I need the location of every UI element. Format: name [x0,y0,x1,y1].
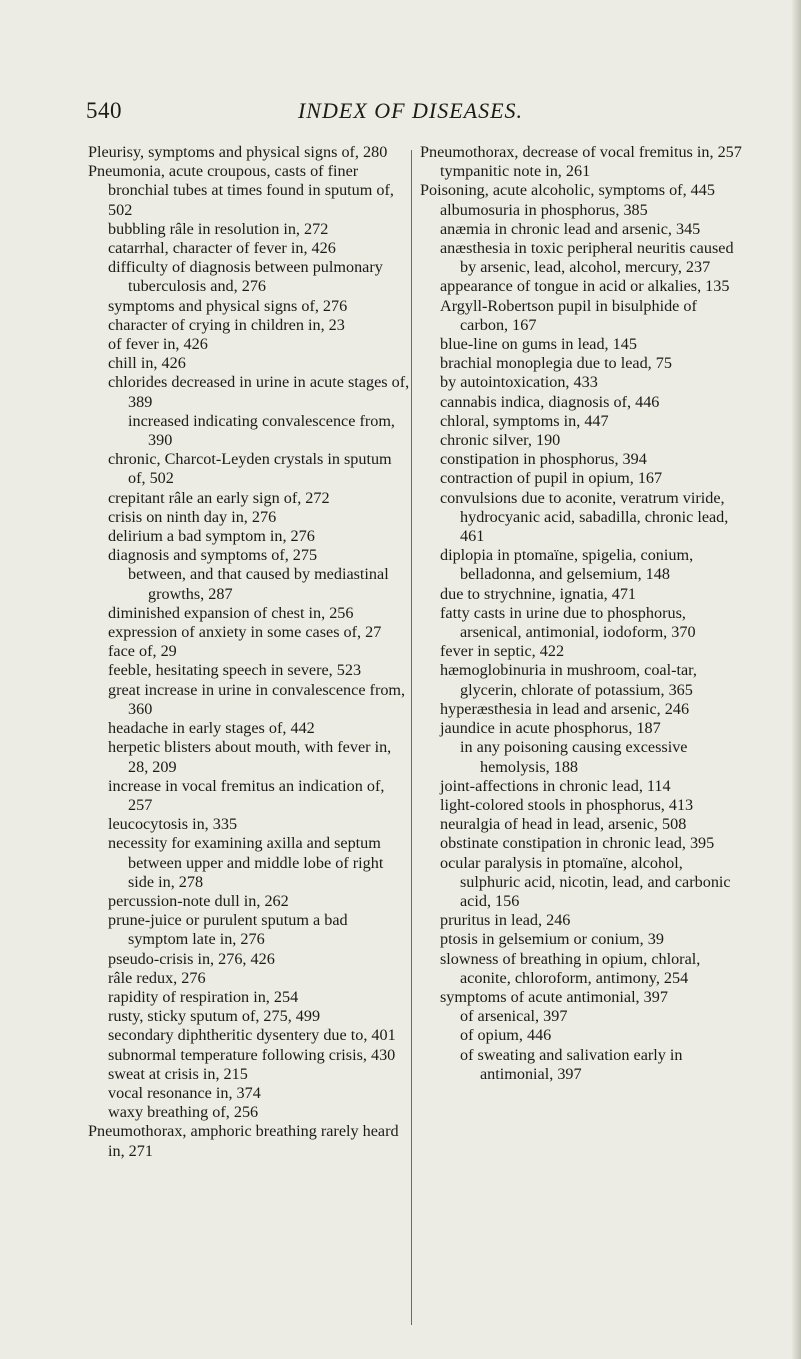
index-subentry: catarrhal, character of fever in, 426 [108,239,336,258]
index-subentry: rapidity of respiration in, 254 [108,987,299,1006]
index-subentry: expression of anxiety in some cases of, 27 [108,623,382,642]
index-subentry: chlorides decreased in urine in acute stages of, 389 [108,373,410,411]
index-subentry: jaundice in acute phosphorus, 187 [440,719,661,738]
index-subentry: chronic, Charcot-Leyden crystals in sputum of, 502 [108,450,392,488]
index-subentry: diplopia in ptomaïne, spigelia, conium, belladonna, and gelsemium, 148 [440,546,694,584]
index-subentry: bubbling râle in resolution in, 272 [108,219,329,238]
index-subentry: anæsthesia in toxic peripheral neuritis caused by arsenic, lead, alcohol, mercury, 237 [440,239,734,277]
index-subentry: secondary diphtheritic dysentery due to, 401 [108,1026,396,1045]
index-subentry: necessity for examining axilla and septum between upper and middle lobe of right side in, 278 [108,834,384,891]
index-subentry: increase in vocal fremitus an indication of, 257 [108,776,385,814]
index-subentry: pruritus in lead, 246 [440,911,571,930]
index-subentry: delirium a bad symptom in, 276 [108,527,315,546]
index-subentry: due to strychnine, ignatia, 471 [440,584,637,603]
running-head: INDEX OF DISEASES. [297,98,524,123]
index-subentry: light-colored stools in phosphorus, 413 [440,795,694,814]
index-subentry: symptoms and physical signs of, 276 [108,296,348,315]
index-subentry: increased indicating convalescence from, 390 [128,411,395,450]
index-subentry: leucocytosis in, 335 [108,815,238,834]
index-subentry: sweat at crisis in, 215 [108,1064,248,1083]
index-subentry: subnormal temperature following crisis, 430 [108,1045,396,1064]
index-subentry: of fever in, 426 [108,335,208,354]
page-edge-shadow [791,0,801,1359]
index-column-right [420,143,745,1084]
index-subentry: of sweating and salivation early in antimonial, 397 [460,1045,683,1083]
index-subentry: anæmia in chronic lead and arsenic, 345 [440,219,701,238]
index-subentry: feeble, hesitating speech in severe, 523 [108,661,362,680]
index-subentry: convulsions due to aconite, veratrum viride, hydrocyanic acid, sabadilla, chronic lead, 461 [440,488,729,546]
index-subentry: diagnosis and symptoms of, 275 [108,546,318,565]
index-subentry: neuralgia of head in lead, arsenic, 508 [440,815,687,834]
index-subentry: contraction of pupil in opium, 167 [440,469,663,488]
index-subentry: constipation in phosphorus, 394 [440,450,647,469]
index-subentry: ocular paralysis in ptomaïne, alcohol, sulphuric acid, nicotin, lead, and carbonic acid, 156 [440,853,731,910]
index-subentry: joint-affections in chronic lead, 114 [440,776,671,795]
index-subentry: obstinate constipation in chronic lead, 395 [440,834,715,853]
index-subentry: of arsenical, 397 [460,1007,568,1026]
index-subentry: crepitant râle an early sign of, 272 [108,488,330,507]
index-subentry: tympanitic note in, 261 [440,162,591,181]
index-subentry: diminished expansion of chest in, 256 [108,603,354,622]
index-subentry: of opium, 446 [460,1026,552,1045]
index-entry: Pneumothorax, amphoric breathing rarely heard in, 271 [88,1122,399,1160]
index-subentry: vocal resonance in, 374 [108,1083,261,1102]
index-subentry: Argyll-Robertson pupil in bisulphide of carbon, 167 [440,296,697,334]
index-subentry: between, and that caused by mediastinal growths, 287 [128,565,389,603]
index-subentry: headache in early stages of, 442 [108,719,315,738]
column-divider [411,150,412,1325]
index-subentry: great increase in urine in convalescence from, 360 [108,680,406,718]
index-subentry: rusty, sticky sputum of, 275, 499 [108,1007,321,1026]
index-subentry: hyperæsthesia in lead and arsenic, 246 [440,699,690,718]
index-subentry: difficulty of diagnosis between pulmonary tuberculosis and, 276 [108,258,383,296]
index-entry: Poisoning, acute alcoholic, symptoms of, 445 [420,181,715,200]
index-column-left [88,143,410,1161]
index-subentry: slowness of breathing in opium, chloral, aconite, chloroform, antimony, 254 [440,949,701,987]
index-subentry: face of, 29 [108,642,177,661]
index-subentry: ptosis in gelsemium or conium, 39 [440,930,664,949]
index-subentry: percussion-note dull in, 262 [108,891,289,910]
index-subentry: hæmoglobinuria in mushroom, coal-tar, glycerin, chlorate of potassium, 365 [440,661,697,699]
index-entry: Pneumothorax, decrease of vocal fremitus in, 257 [420,143,742,161]
index-subentry: brachial monoplegia due to lead, 75 [440,354,672,373]
index-entry: Pleurisy, symptoms and physical signs of, 280 [88,143,388,161]
index-subentry: râle redux, 276 [108,968,206,987]
index-subentry: character of crying in children in, 23 [108,315,345,334]
index-subentry: waxy breathing of, 256 [108,1103,259,1122]
index-subentry: blue-line on gums in lead, 145 [440,335,637,354]
index-subentry: fatty casts in urine due to phosphorus, arsenical, antimonial, iodoform, 370 [440,603,696,642]
index-subentry: pseudo-crisis in, 276, 426 [108,949,275,968]
index-subentry: fever in septic, 422 [440,642,565,661]
index-subentry: appearance of tongue in acid or alkalies, 135 [440,277,730,296]
index-subentry: albumosuria in phosphorus, 385 [440,200,648,219]
index-subentry: symptoms of acute antimonial, 397 [440,987,668,1006]
index-subentry: by autointoxication, 433 [440,373,598,392]
index-subentry: herpetic blisters about mouth, with fever in, 28, 209 [108,738,392,776]
index-subentry: cannabis indica, diagnosis of, 446 [440,392,660,411]
page-number: 540 [86,98,122,123]
index-subentry: chronic silver, 190 [440,431,561,450]
index-subentry: in any poisoning causing excessive hemolysis, 188 [460,738,688,776]
index-subentry: prune-juice or purulent sputum a bad symptom late in, 276 [108,911,348,949]
index-subentry: chill in, 426 [108,354,186,373]
index-subentry: chloral, symptoms in, 447 [440,411,609,430]
index-subentry: crisis on ninth day in, 276 [108,507,277,526]
index-entry: Pneumonia, acute croupous, casts of finer bronchial tubes at times found in sputum of, 502 [88,162,394,219]
